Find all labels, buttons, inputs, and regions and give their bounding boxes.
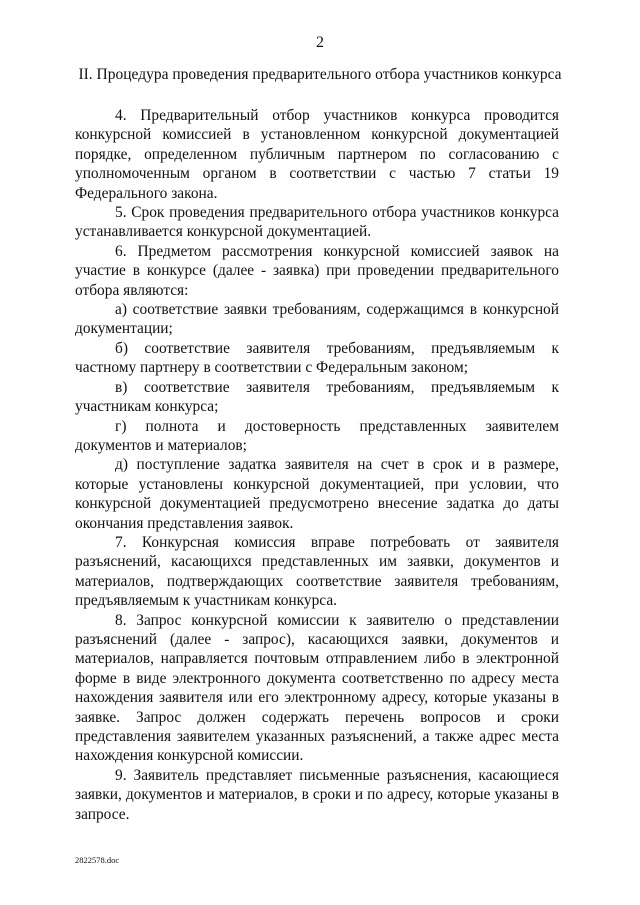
footer-filename: 2822578.doc: [75, 855, 120, 865]
paragraph-6b: б) соответствие заявителя требованиям, предъявляемым к частному партнеру в соответствии с Федеральным законом;: [75, 339, 559, 377]
paragraph-4: 4. Предварительный отбор участников конкурса проводится конкурсной комиссией в установленном конкурсной документацией порядке, определенном публичным партнером по согласованию с уполномоченным органом в соответствии с частью 7 статьи 19 Федерального закона.: [75, 107, 559, 202]
page-number: 2: [316, 34, 324, 51]
paragraph-9: 9. Заявитель представляет письменные разъяснения, касающиеся заявки, документов и материалов, в сроки и по адресу, которые указаны в запросе.: [75, 766, 559, 823]
paragraph-5: 5. Срок проведения предварительного отбора участников конкурса устанавливается конкурсной документацией.: [75, 204, 559, 241]
paragraph-6g: г) полнота и достоверность представленных заявителем документов и материалов;: [75, 417, 559, 454]
paragraph-6d: д) поступление задатка заявителя на счет в срок и в размере, которые установлены конкурсной документацией, при условии, что конкурсной документацией предусмотрено внесение задатка до даты окончания представления заявок.: [75, 456, 559, 532]
paragraph-7: 7. Конкурсная комиссия вправе потребовать от заявителя разъяснений, касающихся представленных им заявки, документов и материалов, подтверждающих соответствие заявителя требованиям, предъявляемым к участникам конкурса.: [75, 533, 559, 610]
document-body: [75, 106, 559, 824]
section-title: II. Процедура проведения предварительного отбора участников конкурса: [78, 66, 562, 83]
paragraph-6: 6. Предметом рассмотрения конкурсной комиссией заявок на участие в конкурсе (далее - заявка) при проведении предварительного отбора являются:: [75, 242, 559, 299]
paragraph-6a: а) соответствие заявки требованиям, содержащимся в конкурсной документации;: [75, 301, 559, 338]
paragraph-6v: в) соответствие заявителя требованиям, предъявляемым к участникам конкурса;: [75, 378, 559, 416]
paragraph-8: 8. Запрос конкурсной комиссии к заявителю о представлении разъяснений (далее - запрос), касающихся заявки, документов и материалов, направляется почтовым отправлением либо в электронной форме в виде электронного документа соответственно по адресу места нахождения заявителя или его электронному адресу, которые указаны в заявке. Запрос должен содержать перечень вопросов и сроки представления заявителем указанных разъяснений, а также адрес места нахождения конкурсной комиссии.: [75, 611, 559, 765]
